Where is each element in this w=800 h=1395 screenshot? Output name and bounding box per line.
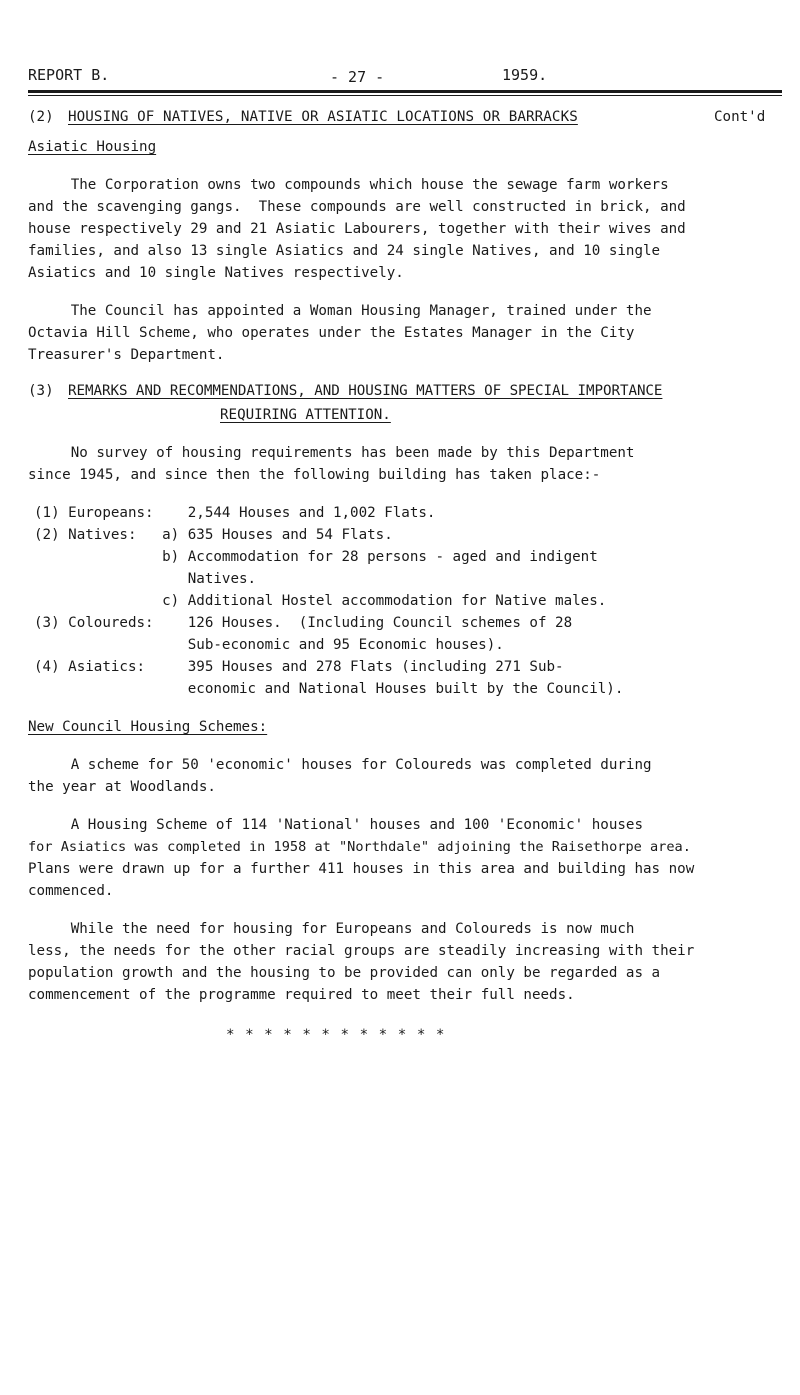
section3-title-line2: REQUIRING ATTENTION. [220,407,391,423]
paragraph-line: The Corporation owns two compounds which house the sewage farm workers [28,177,669,193]
paragraph-line: commencement of the programme required to meet their full needs. [28,987,575,1003]
paragraph-line: for Asiatics was completed in 1958 at "Northdale" adjoining the Raisethorpe area. [28,839,691,855]
list-item: (4) Asiatics: 395 Houses and 278 Flats (including 271 Sub- [34,659,564,675]
paragraph-line: since 1945, and since then the following building has taken place:- [28,467,601,483]
list-item: economic and National Houses built by the Council). [34,681,624,697]
section2-cont: Cont'd [714,109,766,125]
paragraph-line: A Housing Scheme of 114 'National' houses and 100 'Economic' houses [28,817,643,833]
report-label: REPORT B. [28,66,110,84]
paragraph-line: While the need for housing for Europeans and Coloureds is now much [28,921,635,937]
paragraph-line: the year at Woodlands. [28,779,216,795]
list-item: (1) Europeans: 2,544 Houses and 1,002 Flats. [34,505,436,521]
paragraph-line: families, and also 13 single Asiatics and 24 single Natives, and 10 single [28,243,661,259]
asiatic-housing-subheading: Asiatic Housing [28,139,157,155]
paragraph-line: Octavia Hill Scheme, who operates under the Estates Manager in the City [28,325,635,341]
section3-number: (3) [28,383,54,399]
section3-title-line1: REMARKS AND RECOMMENDATIONS, AND HOUSING MATTERS OF SPECIAL IMPORTANCE [68,383,663,399]
list-item: (3) Coloureds: 126 Houses. (Including Council schemes of 28 [34,615,573,631]
header-rule-thin [28,95,782,96]
list-item: c) Additional Hostel accommodation for Native males. [34,593,607,609]
paragraph-line: Treasurer's Department. [28,347,225,363]
paragraph-line: Asiatics and 10 single Natives respectively. [28,265,404,281]
paragraph-line: population growth and the housing to be provided can only be regarded as a [28,965,661,981]
section2-number: (2) [28,109,54,125]
paragraph-line: commenced. [28,883,114,899]
list-item: Sub-economic and 95 Economic houses). [34,637,504,653]
end-of-section-stars: * * * * * * * * * * * * [226,1027,446,1043]
paragraph-line: less, the needs for the other racial groups are steadily increasing with their [28,943,695,959]
list-item: (2) Natives: a) 635 Houses and 54 Flats. [34,527,393,543]
page-number: - 27 - [330,68,385,86]
header-rule [28,90,782,93]
paragraph-line: A scheme for 50 'economic' houses for Coloureds was completed during [28,757,652,773]
report-year: 1959. [502,66,548,84]
paragraph-line: The Council has appointed a Woman Housing Manager, trained under the [28,303,652,319]
paragraph-line: Plans were drawn up for a further 411 houses in this area and building has now [28,861,695,877]
paragraph-line: house respectively 29 and 21 Asiatic Labourers, together with their wives and [28,221,686,237]
list-item: b) Accommodation for 28 persons - aged and indigent [34,549,598,565]
paragraph-line: and the scavenging gangs. These compounds are well constructed in brick, and [28,199,686,215]
section2-title: HOUSING OF NATIVES, NATIVE OR ASIATIC LOCATIONS OR BARRACKS [68,109,578,125]
list-item: Natives. [34,571,257,587]
new-schemes-heading: New Council Housing Schemes: [28,719,268,735]
paragraph-line: No survey of housing requirements has been made by this Department [28,445,635,461]
